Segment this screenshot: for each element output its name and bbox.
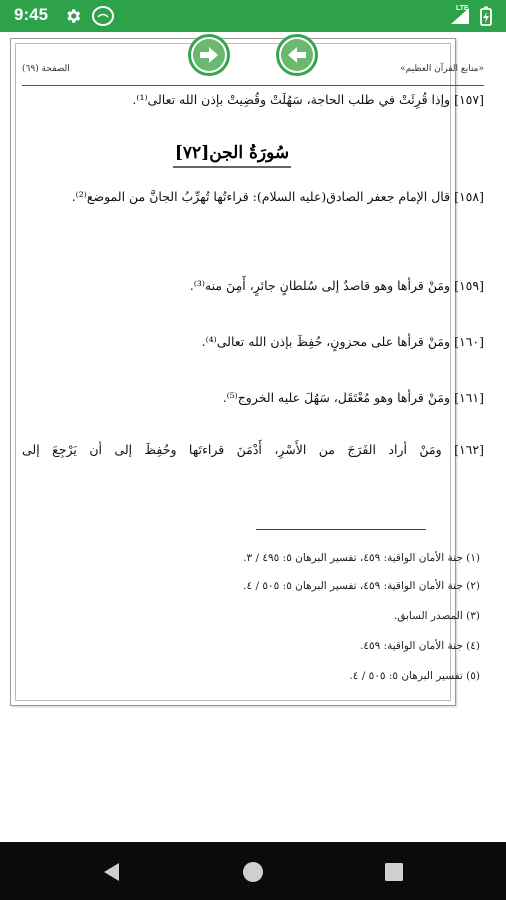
paragraph-160: [١٦٠] ومَنْ قرأها على محزونٍ، حُفِظَ بإذن الله تعالى⁽⁴⁾.	[201, 334, 484, 349]
recents-square-icon[interactable]	[382, 860, 406, 884]
sura-title: سُورَةُ الجن[٧٢]	[173, 143, 291, 168]
page-header	[22, 64, 484, 82]
home-circle-icon[interactable]	[241, 860, 265, 884]
paragraph-157: [١٥٧] وإذا قُرِئَتْ في طلب الحاجة، سَهُلَتْ وقُضِيتْ بإذن الله تعالى⁽¹⁾.	[132, 92, 484, 107]
footnote-2: (٢) جنة الأمان الواقية: ٤٥٩، تفسير البرهان ٥: ٥٠٥ / ٤.	[243, 580, 480, 592]
footnote-3: (٣) المصدر السابق.	[393, 610, 480, 622]
page-number: الصفحة (٦٩)	[22, 64, 70, 74]
footnote-5: (٥) تفسير البرهان ٥: ٥٠٥ / ٤.	[349, 670, 480, 682]
network-label: LTE	[456, 5, 469, 12]
paragraph-162: [١٦٢] ومَنْ أراد الفَرَجَ من الأَسْرِ، أَدْمَنَ قراءتَها وحُفِظَ إلى أن يَرْجِعَ إلى	[22, 442, 484, 457]
gear-icon	[64, 7, 82, 30]
back-triangle-icon[interactable]	[100, 860, 124, 884]
footnote-4: (٤) جنة الأمان الواقية: ٤٥٩.	[359, 640, 480, 652]
page-border	[15, 43, 451, 701]
book-page	[10, 38, 456, 706]
footnote-1: (١) جنة الأمان الواقية: ٤٥٩، تفسير البرهان ٥: ٤٩٥ / ٣.	[243, 552, 480, 564]
signal-icon	[450, 7, 470, 30]
paragraph-158: [١٥٨] قال الإمام جعفر الصادق(عليه السلام): قراءتُها تُهرِّبُ الجانَّ من الموضع⁽²⁾.	[71, 189, 484, 204]
paragraph-161: [١٦١] ومَنْ قرأها وهو مُعْتَقَل، سَهُلَ عليه الخروج⁽⁵⁾.	[222, 390, 484, 405]
battery-icon	[480, 6, 492, 31]
app-badge-icon	[92, 6, 114, 31]
footnote-divider	[256, 529, 426, 530]
book-title: «منابع القرآن العظيم»	[400, 64, 484, 74]
system-nav-bar	[0, 842, 506, 900]
status-time: 9:45	[14, 5, 49, 24]
header-divider	[22, 85, 484, 86]
paragraph-159: [١٥٩] ومَنْ قرأها وهو قاصدٌ إلى سُلطانٍ جائرٍ، أَمِنَ منه⁽³⁾.	[189, 278, 484, 293]
status-bar	[0, 0, 506, 32]
sura-title-wrap	[0, 143, 464, 168]
